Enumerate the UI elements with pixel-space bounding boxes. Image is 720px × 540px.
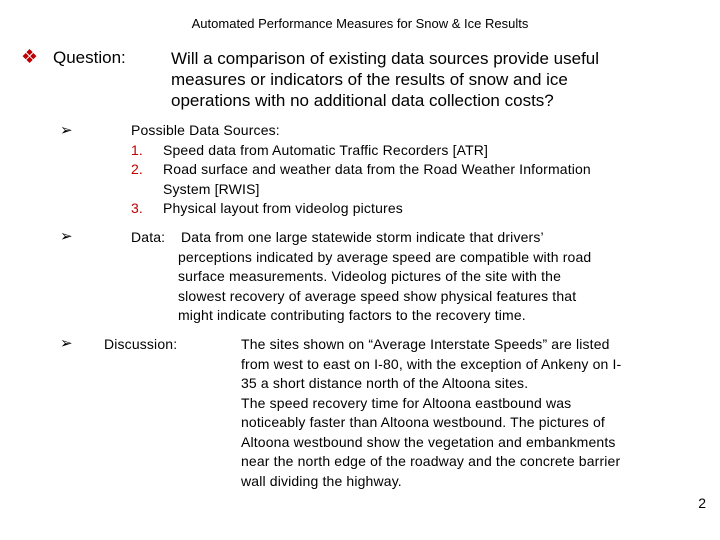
discussion-text: The sites shown on “Average Interstate Speeds” are listed bbox=[241, 336, 610, 352]
data-label: Data: bbox=[131, 229, 166, 245]
data-text: surface measurements. Videolog pictures of the site with the bbox=[178, 268, 562, 284]
page-number: 2 bbox=[698, 495, 706, 511]
diamond-bullet-icon: ❖ bbox=[21, 47, 39, 68]
source-item-continued: System [RWIS] bbox=[163, 180, 260, 197]
arrow-bullet-icon: ➢ bbox=[60, 122, 73, 139]
discussion-text: from west to east on I-80, with the exception of Ankeny on I- bbox=[241, 355, 622, 372]
source-item: Road surface and weather data from the Road Weather Information bbox=[163, 161, 591, 177]
question-text: Will a comparison of existing data sources provide useful measures or indicators of the results of snow and ice operations with no additional data collection costs? bbox=[171, 49, 600, 110]
discussion-label: Discussion: bbox=[104, 336, 178, 352]
data-text: might indicate contributing factors to the recovery time. bbox=[178, 307, 526, 323]
discussion-text: The speed recovery time for Altoona eastbound was bbox=[241, 394, 572, 411]
data-text: perceptions indicated by average speed are compatible with road bbox=[178, 248, 592, 265]
source-number: 3. bbox=[131, 200, 143, 216]
arrow-bullet-icon: ➢ bbox=[60, 335, 73, 352]
data-text: Data from one large statewide storm indicate that drivers’ bbox=[181, 229, 544, 245]
source-item: Physical layout from videolog pictures bbox=[163, 200, 403, 216]
source-number: 1. bbox=[131, 141, 143, 158]
discussion-text: 35 a short distance north of the Altoona sites. bbox=[241, 375, 529, 391]
sources-heading: Possible Data Sources: bbox=[131, 122, 280, 138]
data-text: slowest recovery of average speed show physical features that bbox=[178, 287, 577, 304]
discussion-text: Altoona westbound show the vegetation and embankments bbox=[241, 433, 616, 450]
arrow-bullet-icon: ➢ bbox=[60, 228, 73, 245]
source-number: 2. bbox=[131, 161, 143, 177]
question-label: Question: bbox=[53, 48, 126, 67]
slide-title: Automated Performance Measures for Snow & Ice Results bbox=[191, 16, 529, 31]
discussion-text: near the north edge of the roadway and the concrete barrier bbox=[241, 453, 621, 469]
source-item: Speed data from Automatic Traffic Recorders [ATR] bbox=[163, 141, 489, 158]
discussion-text: noticeably faster than Altoona westbound. The pictures of bbox=[241, 414, 605, 430]
discussion-text: wall dividing the highway. bbox=[241, 472, 402, 489]
